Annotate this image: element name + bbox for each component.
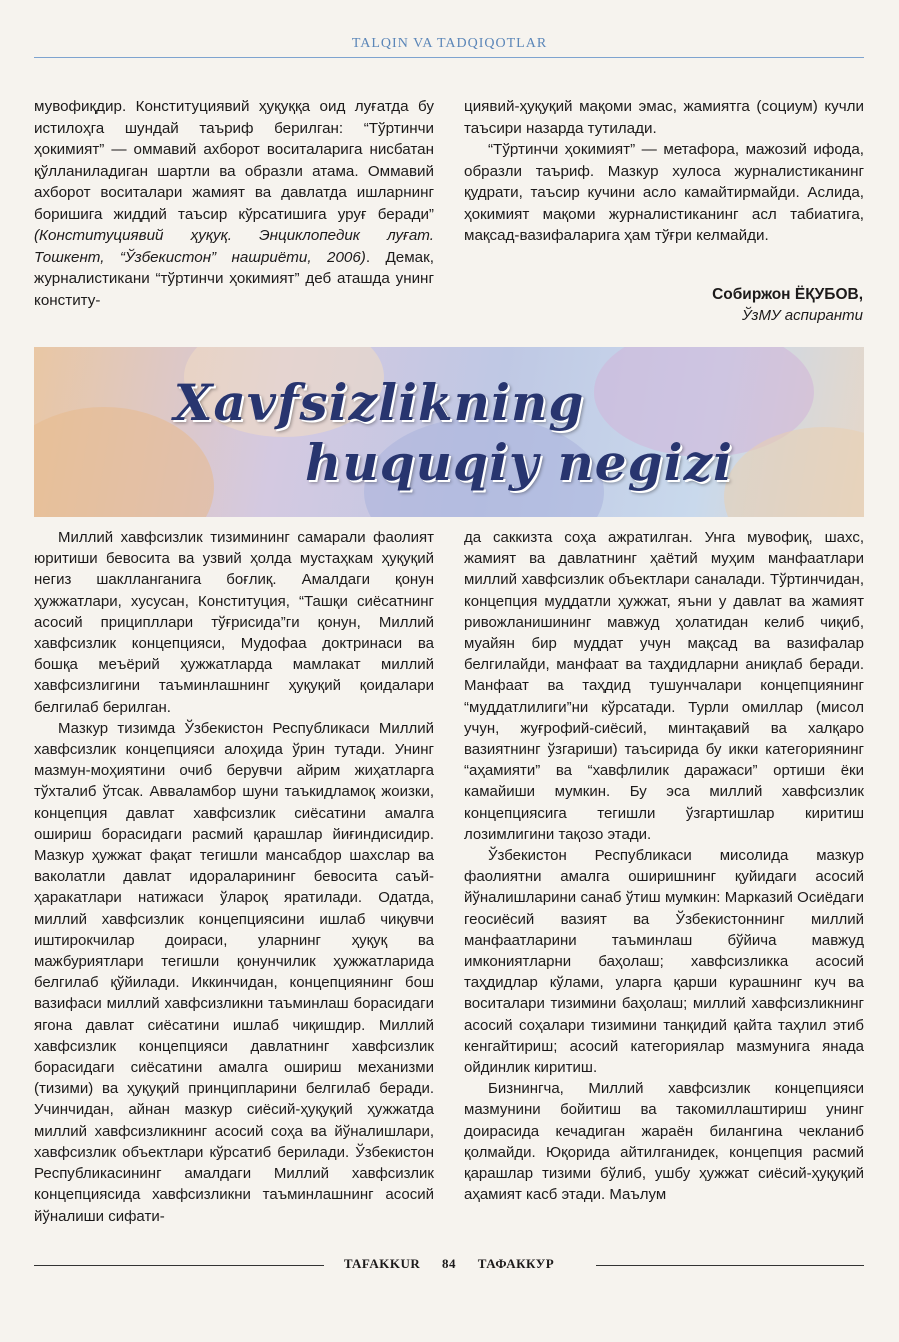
citation: (Конституциявий ҳуқуқ. Энциклопедик луғат. Тошкент, “Ўзбекистон” нашриёти, 2006) xyxy=(34,227,434,266)
article-title-banner xyxy=(34,347,864,517)
footer-magazine-cyrillic: ТАФАККУР xyxy=(477,1256,555,1271)
paragraph-tail: . Демак, журналистикани “тўртинчи ҳокимият” деб аташда унинг конститу- xyxy=(34,248,434,309)
article-paragraph: Мазкур тизимда Ўзбекистон Республикаси Миллий хавфсизлик концепцияси алоҳида ўрин тутади. Унинг мазмун-моҳиятини очиб берувчи айрим жиҳатларга тўхталиб ўтсак. Авваламбор шуни таъкидламоқ жоизки, концепция давлат хавфсизлик сиёсатини амалга ошириш борасидаги расмий қарашлар йиғиндисидир. Мазкур ҳужжат фақат тегишли мансабдор шахслар ва ваколатли давлат идораларининг бевосита саъй-ҳаракатлари натижаси ўлароқ яратилади. Одатда, миллий хавфсизлик концепциясини ишлаб чиқувчи иштирокчилар доираси, уларнинг ҳуқуқ ва мажбуриятлари тегишли қонунчилик ҳужжатларида белгилаб қўйилади. Иккинчидан, концепциянинг бош вазифаси миллий хавфсизликни таъминлаш борасидаги ягона давлат сиёсатини ишлаб чиқишдир. Миллий хавфсизлик концепцияси давлатнинг хавфсизлик борасидаги сиёсатини амалга ошириш механизми (тизими) ва ҳуқуқий принципларини белгилаб беради. Учинчидан, айнан мазкур сиёсий-ҳуқуқий ҳужжатда миллий хавфсизликнинг асосий соҳа ва йўналишлари, хавфсизлик объектлари кўрсатиб берилади. Ўзбекистон Республикасининг амалдаги Миллий хавфсизлик концепциясида хавфсизликни таъминлашнинг асосий йўналиши сифати- xyxy=(34,719,434,1225)
previous-article-left-column xyxy=(34,96,434,311)
previous-article-paragraph: “Тўртинчи ҳокимият” — метафора, мажозий ифода, образли таъриф. Мазкур хулоса журналистиканинг қудрати, таъсир кучини асло камайтирмайди. Аслида, ҳокимият мақоми журналистиканинг асл табиатига, мақсад-вазифаларига ҳам тўғри келмайди. xyxy=(464,141,864,244)
article-title-line-2: huquqiy negizi xyxy=(305,433,733,492)
section-title: TALQIN VA TADQIQOTLAR xyxy=(351,36,548,51)
article-paragraph: да саккизта соҳа ажратилган. Унга мувофиқ, шахс, жамият ва давлатнинг ҳаётий муҳим манфаатлари миллий хавфсизлик объектлари саналади. Тўртинчидан, концепция муддатли ҳужжат, яъни у давлат ва жамият ривожланишининг мавжуд ҳолатидан келиб чиқиб, муайян бир муддат учун мақсад ва вазифалар белгилайди, манфаат ва таҳдидларни аниқлаб беради. Манфаат ва таҳдид тушунчалари концепциянинг “муддатлилиги”ни кўрсатади. Турли омиллар (мисол учун, жуғрофий-сиёсий, минтақавий ва халқаро вазиятнинг ўзгариши) таъсирида бу икки категориянинг “аҳамияти” ва “хавфлилик даражаси” ортиши ёки камайиши мумкин. Бу эса миллий хавфсизлик концепциясига тегишли ўзгартишлар киритиш лозимлигини тақозо этади. xyxy=(464,529,864,843)
article-paragraph: Ўзбекистон Республикаси мисолида мазкур фаолиятни амалга оширишнинг қуйидаги асосий йўналишларини санаб ўтиш мумкин: Марказий Осиёдаги геосиёсий вазият ва Ўзбекистоннинг миллий манфаатларини таъминлаш бўйича мавжуд имкониятларни баҳолаш; хавфсизликка асосий таҳдидлар кўлами, уларга қарши курашнинг куч ва воситалари тизимини баҳолаш; миллий хавфсизликнинг асосий соҳалари тизимини танқидий қайта таҳлил этиб кенгайтириш; асосий категориялар мазмунига янада ойдинлик киритиш. xyxy=(464,847,864,1077)
footer-text xyxy=(34,1256,864,1272)
page-footer xyxy=(34,1256,864,1276)
previous-article-paragraph: циявий-ҳуқуқий мақоми эмас, жамиятга (социум) кучли таъсири назарда тутилади. xyxy=(464,98,864,137)
article-paragraph: Бизнингча, Миллий хавфсизлик концепцияси мазмунини бойитиш ва такомиллаштириш унинг доирасида кечадиган жараён билангина чекланиб қолмайди. Юқорида айтилганидек, концепция расмий қарашлар тизими бўлиб, ушбу ҳужжат сиёсий-ҳуқуқий аҳамият касб этади. Маълум xyxy=(464,1080,864,1204)
author-byline xyxy=(463,284,863,326)
author-affiliation: ЎзМУ аспиранти xyxy=(741,307,863,324)
article-paragraph: Миллий хавфсизлик тизимининг самарали фаолият юритиши бевосита ва узвий ҳолда мустаҳкам ҳуқуқий негиз шаклланганига боғлиқ. Амалдаги қонун ҳужжатлари, хусусан, Конституция, “Ташқи сиёсатнинг асосий приципллари тўғрисида”ги қонун, Миллий хавфсизлик концепцияси, Мудофаа доктринаси ва бошқа меъёрий ҳужжатларда мамлакат миллий хавфсизлигини таъминлашнинг ҳуқуқий қоидалари белгилаб берилган. xyxy=(34,529,434,716)
paragraph-text: мувофиқдир. Конституциявий ҳуқуққа оид луғатда бу истилоҳга шундай таъриф берилган: “Тўртинчи ҳокимият” — оммавий ахборот воситаларига нисбатан қўлланиладиган шартли ва образли атама. Оммавий ахборот воситалари жамият ва давлатда ишларнинг боришига жиддий таъсир кўрсатишига уруғ беради” xyxy=(34,98,434,223)
author-name: Собиржон ЁҚУБОВ, xyxy=(712,286,863,303)
article-title-line-1: Xavfsizlikning xyxy=(173,373,585,432)
article-left-column xyxy=(34,527,434,1227)
page-number: 84 xyxy=(442,1256,457,1271)
header-rule xyxy=(34,57,864,58)
previous-article-right-column xyxy=(464,96,864,247)
article-right-column xyxy=(464,527,864,1206)
footer-magazine-latin: TAFAKKUR xyxy=(343,1256,421,1271)
previous-article-paragraph xyxy=(34,96,434,311)
